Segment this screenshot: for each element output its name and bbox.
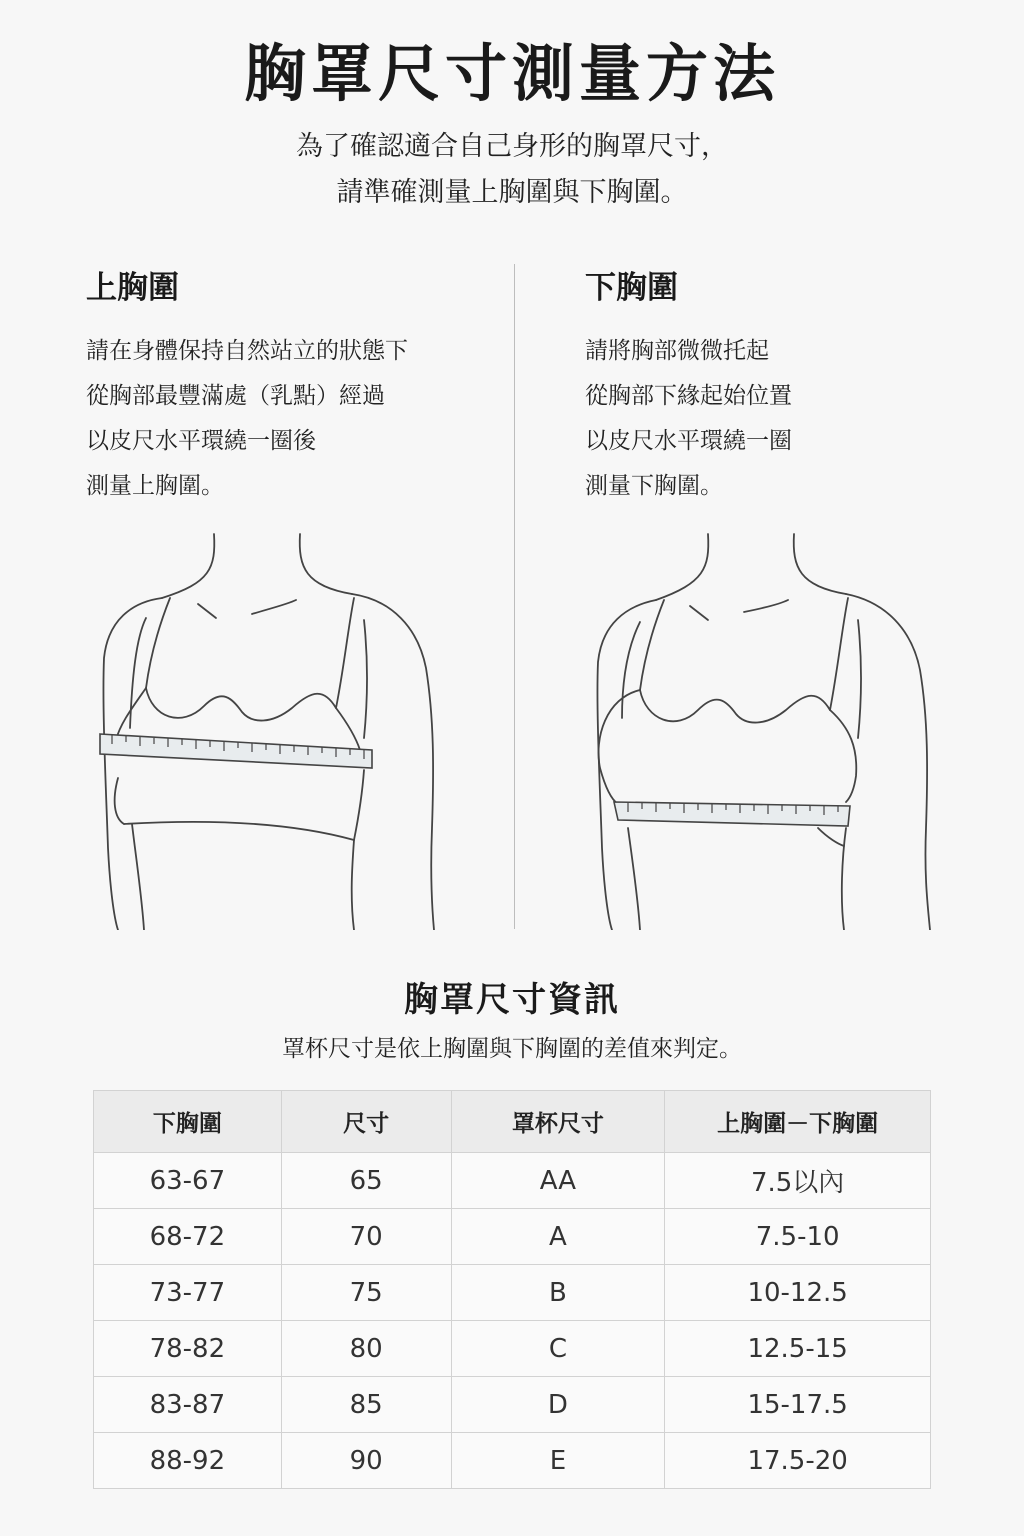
cell-difference: 12.5-15 — [665, 1321, 931, 1377]
cell-size: 75 — [281, 1265, 451, 1321]
cell-under-bust: 88-92 — [94, 1433, 282, 1489]
upper-bust-illustration — [92, 528, 452, 930]
cell-size: 70 — [281, 1209, 451, 1265]
column-divider — [514, 264, 515, 929]
under-bust-section — [585, 262, 1005, 509]
cell-cup: C — [451, 1321, 665, 1377]
cell-under-bust: 63-67 — [94, 1153, 282, 1209]
cell-under-bust: 73-77 — [94, 1265, 282, 1321]
cell-difference: 17.5-20 — [665, 1433, 931, 1489]
cell-cup: B — [451, 1265, 665, 1321]
under-bust-line: 測量下胸圍。 — [585, 473, 723, 499]
page-title: 胸罩尺寸測量方法 — [243, 37, 780, 110]
under-bust-line: 請將胸部微微托起 — [585, 338, 769, 364]
torso-under-bust-tape-icon — [588, 528, 948, 930]
cell-under-bust: 68-72 — [94, 1209, 282, 1265]
header-difference: 上胸圍－下胸圍 — [665, 1091, 931, 1153]
under-bust-line: 以皮尺水平環繞一圈 — [585, 428, 792, 454]
size-table — [93, 1090, 931, 1489]
cell-under-bust: 78-82 — [94, 1321, 282, 1377]
upper-bust-line: 請在身體保持自然站立的狀態下 — [86, 338, 408, 364]
header-size: 尺寸 — [281, 1091, 451, 1153]
torso-upper-bust-tape-icon — [92, 528, 452, 930]
cell-difference: 7.5-10 — [665, 1209, 931, 1265]
cell-cup: D — [451, 1377, 665, 1433]
subtitle-line-2: 請準確測量上胸圍與下胸圍。 — [336, 177, 688, 208]
under-bust-heading: 下胸圍 — [585, 270, 678, 306]
subtitle-line-1: 為了確認適合自己身形的胸罩尺寸， — [296, 131, 728, 162]
size-info-subtitle: 罩杯尺寸是依上胸圍與下胸圍的差值來判定。 — [282, 1036, 742, 1062]
cell-cup: A — [451, 1209, 665, 1265]
table-header-row — [94, 1091, 931, 1153]
upper-bust-heading: 上胸圍 — [86, 270, 179, 306]
table-row — [94, 1265, 931, 1321]
upper-bust-line: 以皮尺水平環繞一圈後 — [86, 428, 316, 454]
header-under-bust: 下胸圍 — [94, 1091, 282, 1153]
table-row — [94, 1321, 931, 1377]
cell-difference: 15-17.5 — [665, 1377, 931, 1433]
upper-bust-line: 從胸部最豐滿處（乳點）經過 — [86, 383, 385, 409]
table-row — [94, 1377, 931, 1433]
upper-bust-section — [86, 262, 506, 509]
page-subtitle — [0, 124, 1024, 216]
under-bust-illustration — [588, 528, 948, 930]
under-bust-line: 從胸部下緣起始位置 — [585, 383, 792, 409]
cell-size: 90 — [281, 1433, 451, 1489]
size-info-title: 胸罩尺寸資訊 — [404, 980, 620, 1020]
cell-size: 65 — [281, 1153, 451, 1209]
cell-cup: E — [451, 1433, 665, 1489]
cell-difference: 7.5以內 — [665, 1153, 931, 1209]
header-cup-size: 罩杯尺寸 — [451, 1091, 665, 1153]
upper-bust-line: 測量上胸圍。 — [86, 473, 224, 499]
cell-size: 85 — [281, 1377, 451, 1433]
cell-difference: 10-12.5 — [665, 1265, 931, 1321]
table-row — [94, 1153, 931, 1209]
cell-cup: AA — [451, 1153, 665, 1209]
cell-size: 80 — [281, 1321, 451, 1377]
table-row — [94, 1433, 931, 1489]
cell-under-bust: 83-87 — [94, 1377, 282, 1433]
table-row — [94, 1209, 931, 1265]
